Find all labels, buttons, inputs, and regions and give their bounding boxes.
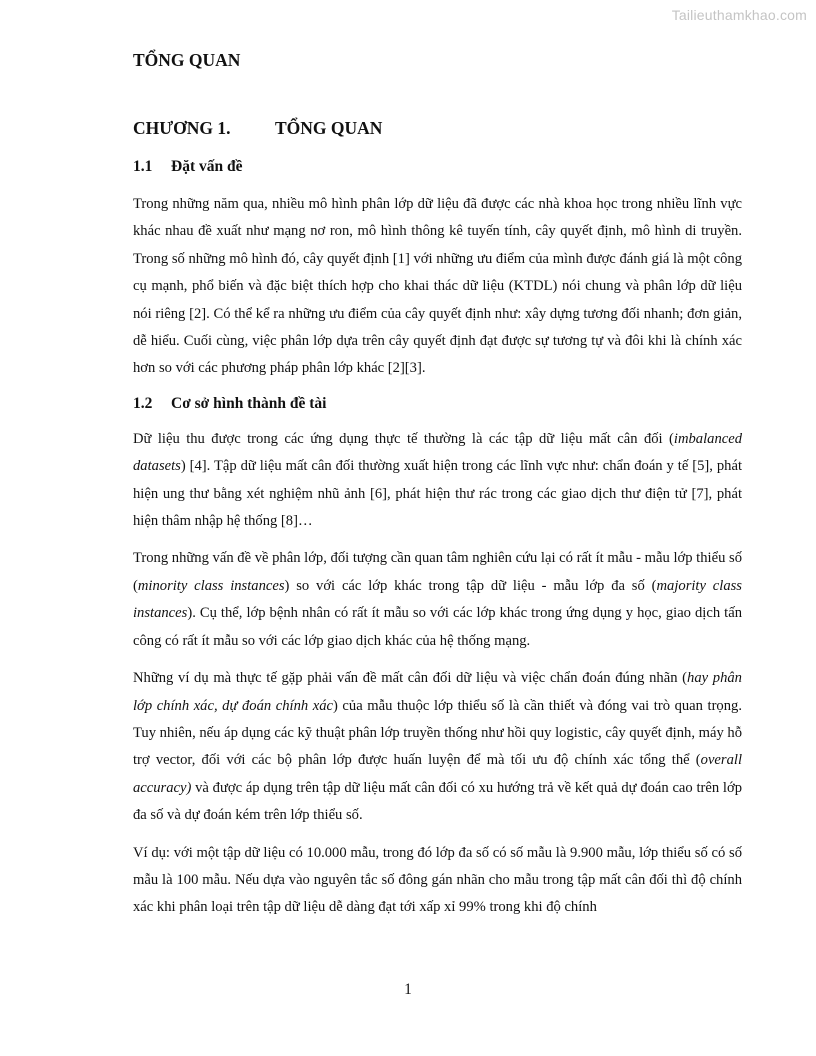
paragraph-text: Trong những năm qua, nhiều mô hình phân lớp dữ liệu đã được các nhà khoa học trong nhiều lĩnh vực khác nhau đề xuất như mạng nơ ron, mô hình thông kê tuyến tính, cây quyết định, mô hình di truyền. Trong số những mô hình đó, cây quyết định [1] với những ưu điểm của mình được đánh giá là một công cụ mạnh, phổ biến và đặc biệt thích hợp cho khai thác dữ liệu (KTDL) nói chung và phân lớp dữ liệu nói riêng [2]. Có thể kể ra những ưu điểm của cây quyết định như: xây dựng tương đối nhanh; đơn giản, dễ hiểu. Cuối cùng, việc phân lớp dựa trên cây quyết định đạt được sự tương tự và đôi khi là chính xác hơn so với các phương pháp phân lớp khác [2][3]. [133,196,742,377]
paragraph-text: ) của mẫu thuộc lớp thiểu số là cần thiết và đóng vai trò quan trọng. Tuy nhiên, nếu áp dụng các kỹ thuật phân lớp truyền thống như hồi quy logistic, cây quyết định, máy hỗ trợ vector, đối với các bộ phân lớp được huấn luyện để mà tối ưu độ chính xác tổng thể ( [133,697,742,769]
paragraph-text: Những ví dụ mà thực tế gặp phải vấn đề mất cân đối dữ liệu và việc chẩn đoán đúng nhãn ( [133,670,688,687]
paragraph [133,665,742,829]
chapter-title: TỔNG QUAN [275,118,383,138]
page-number: 1 [404,981,412,998]
chapter-number: CHƯƠNG 1. [133,118,231,138]
paragraph [133,426,742,536]
paragraph-text: ) so với các lớp khác trong tập dữ liệu - mẫu lớp đa số ( [284,577,657,594]
paragraph-text: Trong những vấn đề về phân lớp, đối tượng cần quan tâm nghiên cứu lại có rất ít mẫu - mẫu lớp thiểu số ( [133,550,742,594]
section-title: Cơ sở hình thành đề tài [171,394,327,412]
page-content [133,46,742,922]
italic-term: minority class instances [137,577,285,594]
paragraph-text: ) [4]. Tập dữ liệu mất cân đối thường xuất hiện trong các lĩnh vực như: chẩn đoán y tế [5], phát hiện ung thư bằng xét nghiệm nhũ ảnh [6], phát hiện thư rác trong các giao dịch thư điện tử [7], phát hiện thâm nhập hệ thống [8]… [133,458,742,530]
italic-term: majority class instances [133,577,742,622]
section-heading [133,391,742,417]
paragraph-text: ). Cụ thể, lớp bệnh nhân có rất ít mẫu so với các lớp khác trong ứng dụng y học, giao dịch tấn công có rất ít mẫu so với các lớp giao dịch khác của hệ thống mạng. [133,605,742,649]
paragraph-text: và được áp dụng trên tập dữ liệu mất cân đối có xu hướng trả về kết quả dự đoán cao trên lớp đa số và dự đoán kém trên lớp thiểu số. [133,779,742,824]
italic-term: hay phân lớp chính xác, dự đoán chính xác [133,670,742,714]
paragraph [133,191,742,383]
section-number: 1.1 [133,158,153,175]
watermark-text: Tailieuthamkhao.com [671,7,807,23]
paragraph-text: Dữ liệu thu được trong các ứng dụng thực tế thường là các tập dữ liệu mất cân đối ( [133,430,674,447]
paragraph-text: Ví dụ: với một tập dữ liệu có 10.000 mẫu, trong đó lớp đa số có số mẫu là 9.900 mẫu, lớp thiểu số có số mẫu là 100 mẫu. Nếu dựa vào nguyên tắc số đông gán nhãn cho mẫu trong tập mất cân đối thì độ chính xác khi phân loại trên tập dữ liệu dễ dàng đạt tới xấp xỉ 99% trong khi độ chính [133,844,742,916]
paragraph [133,545,742,655]
chapter-heading [133,114,742,142]
section-number: 1.2 [133,394,153,412]
section-title: Đặt vấn đề [171,158,243,175]
section-heading [133,154,742,180]
italic-term: imbalanced datasets [133,430,742,475]
italic-term: overall accuracy) [133,752,742,796]
document-title: TỔNG QUAN [133,50,241,70]
paragraph [133,840,742,922]
